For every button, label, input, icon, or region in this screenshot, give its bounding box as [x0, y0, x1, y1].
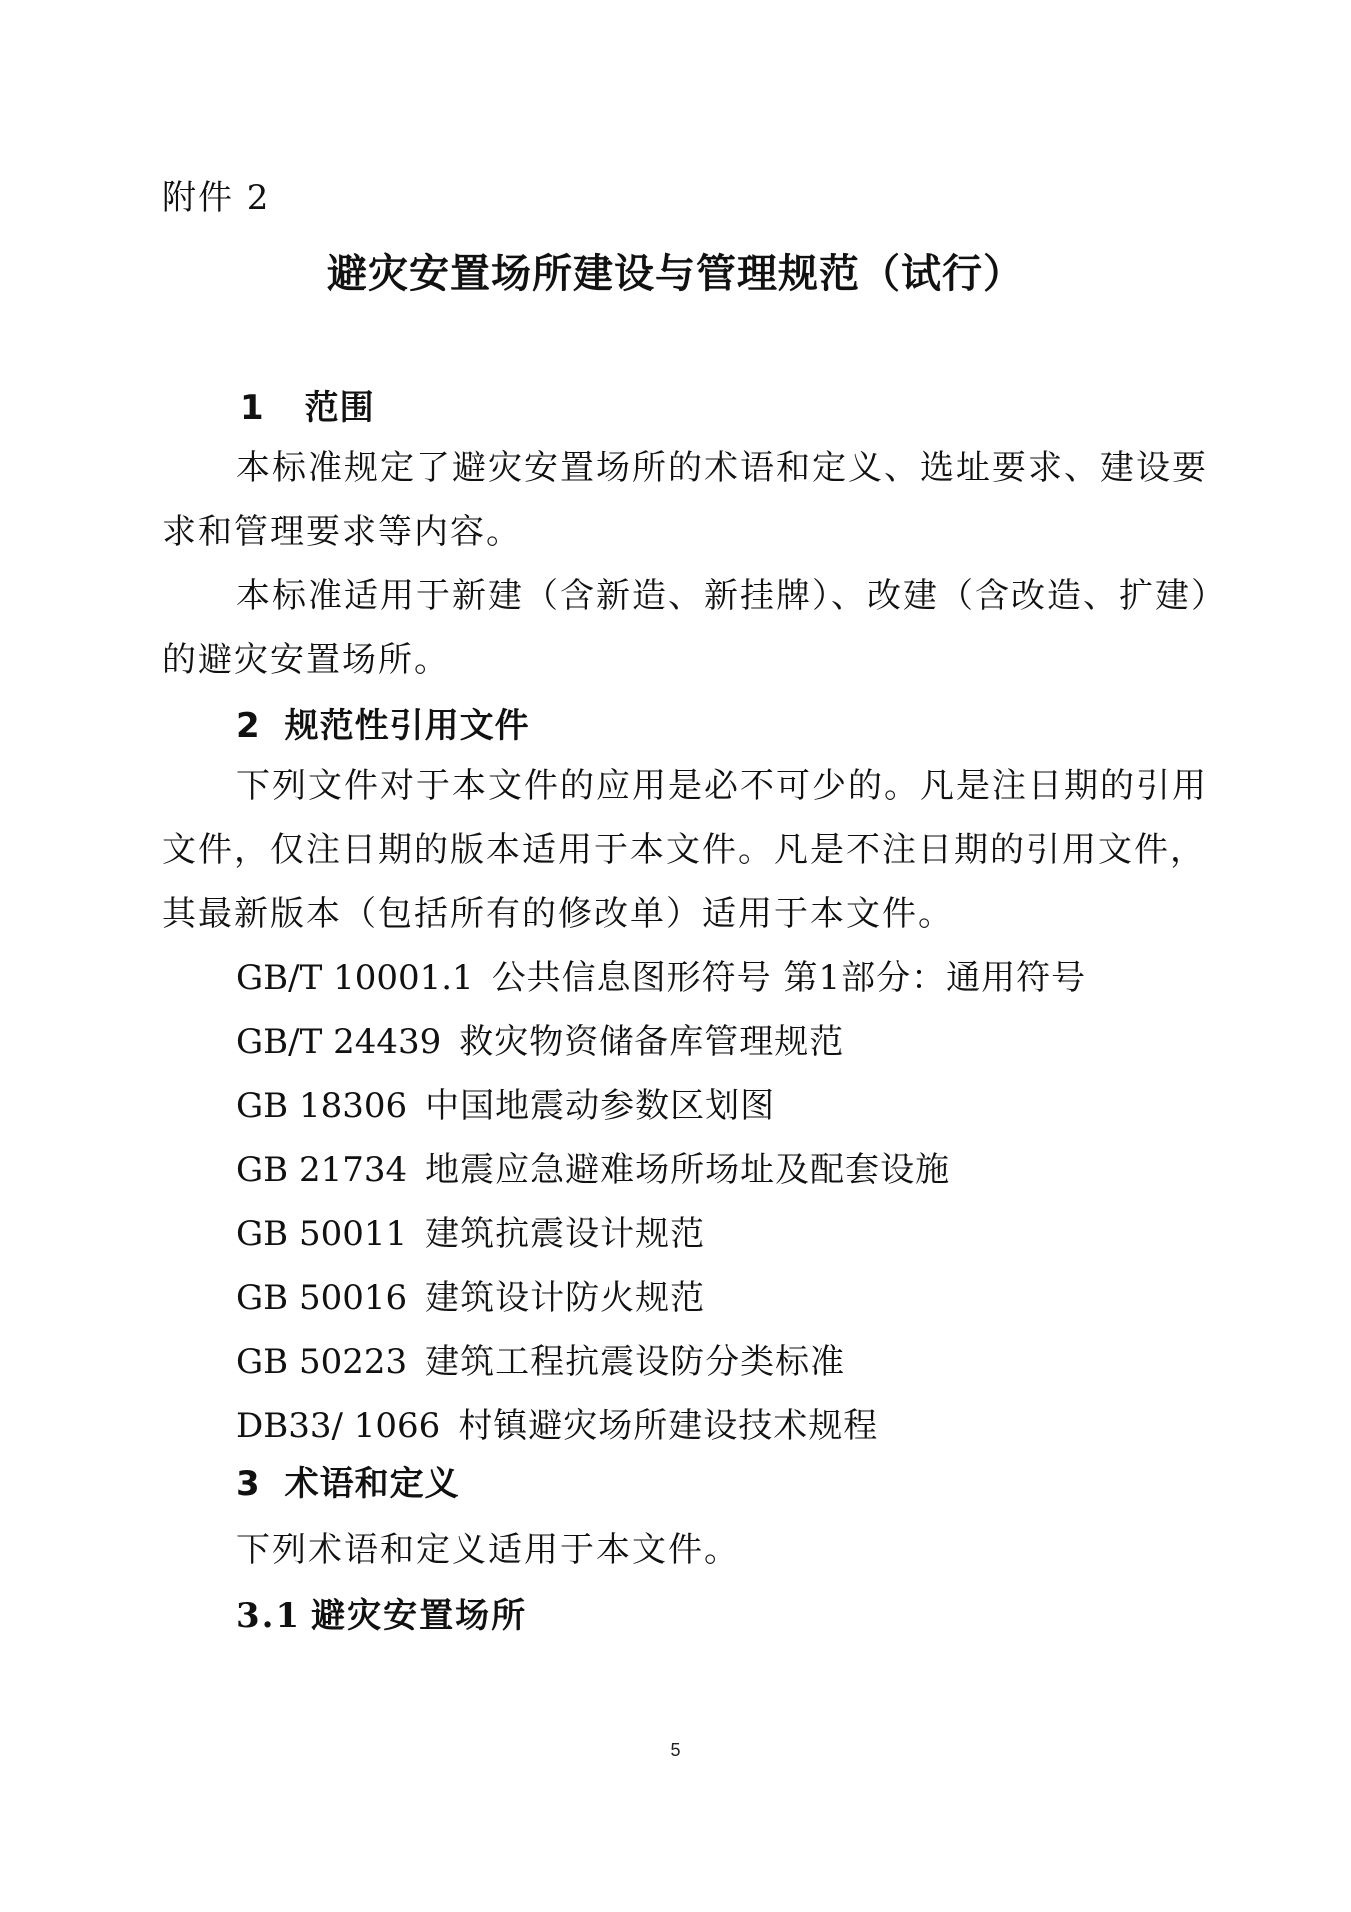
reference-item [236, 1278, 705, 1318]
reference-name: 公共信息图形符号 第1部分：通用符号 [491, 958, 1087, 998]
reference-item [236, 1214, 705, 1254]
reference-name: 地震应急避难场所场址及配套设施 [425, 1150, 951, 1190]
reference-code: GB 50016 [236, 1278, 408, 1318]
reference-item [236, 1342, 845, 1382]
section-1-title: 范围 [304, 388, 375, 428]
section-2-paragraph-line-3: 其最新版本（包括所有的修改单）适用于本文件。 [162, 894, 954, 934]
reference-code: GB/T 24439 [236, 1022, 442, 1062]
section-3-title: 术语和定义 [284, 1464, 460, 1504]
reference-name: 建筑抗震设计规范 [425, 1214, 706, 1254]
reference-item [236, 1022, 844, 1062]
reference-name: 建筑工程抗震设防分类标准 [425, 1342, 846, 1382]
section-1-heading [240, 388, 375, 428]
subsection-3-1-title: 避灾安置场所 [311, 1596, 528, 1636]
attachment-label: 附件 2 [162, 178, 271, 218]
section-2-paragraph-line-1: 下列文件对于本文件的应用是必不可少的。凡是注日期的引用 [236, 766, 1208, 806]
reference-item [236, 1086, 775, 1126]
section-1-paragraph-2-line-2: 的避灾安置场所。 [162, 640, 450, 680]
reference-code: GB/T 10001.1 [236, 958, 474, 998]
section-1-paragraph-1-line-1: 本标准规定了避灾安置场所的术语和定义、选址要求、建设要 [236, 448, 1208, 488]
reference-name: 村镇避灾场所建设技术规程 [458, 1406, 879, 1446]
section-3-heading [236, 1464, 460, 1504]
page-number: 5 [670, 1740, 681, 1760]
section-2-paragraph-line-2: 文件，仅注日期的版本适用于本文件。凡是不注日期的引用文件， [162, 830, 1206, 870]
reference-code: GB 50223 [236, 1342, 408, 1382]
reference-item [236, 1150, 950, 1190]
section-2-title: 规范性引用文件 [284, 706, 530, 746]
reference-code: GB 21734 [236, 1150, 408, 1190]
reference-code: GB 50011 [236, 1214, 408, 1254]
section-3-number: 3 [236, 1464, 261, 1504]
subsection-3-1-heading [236, 1596, 527, 1636]
reference-name: 建筑设计防火规范 [425, 1278, 706, 1318]
document-title: 避灾安置场所建设与管理规范（试行） [327, 251, 1024, 297]
reference-name: 救灾物资储备库管理规范 [459, 1022, 845, 1062]
section-1-number: 1 [240, 388, 265, 428]
reference-code: GB 18306 [236, 1086, 408, 1126]
reference-item [236, 1406, 878, 1446]
section-2-number: 2 [236, 706, 261, 746]
subsection-3-1-number: 3.1 [236, 1596, 302, 1636]
reference-name: 中国地震动参数区划图 [425, 1086, 776, 1126]
reference-item [236, 958, 1086, 998]
section-1-paragraph-1-line-2: 求和管理要求等内容。 [162, 512, 522, 552]
section-2-heading [236, 706, 530, 746]
section-3-paragraph: 下列术语和定义适用于本文件。 [236, 1530, 740, 1570]
section-1-paragraph-2-line-1: 本标准适用于新建（含新造、新挂牌）、改建（含改造、扩建） [236, 576, 1227, 616]
reference-code: DB33/ 1066 [236, 1406, 441, 1446]
